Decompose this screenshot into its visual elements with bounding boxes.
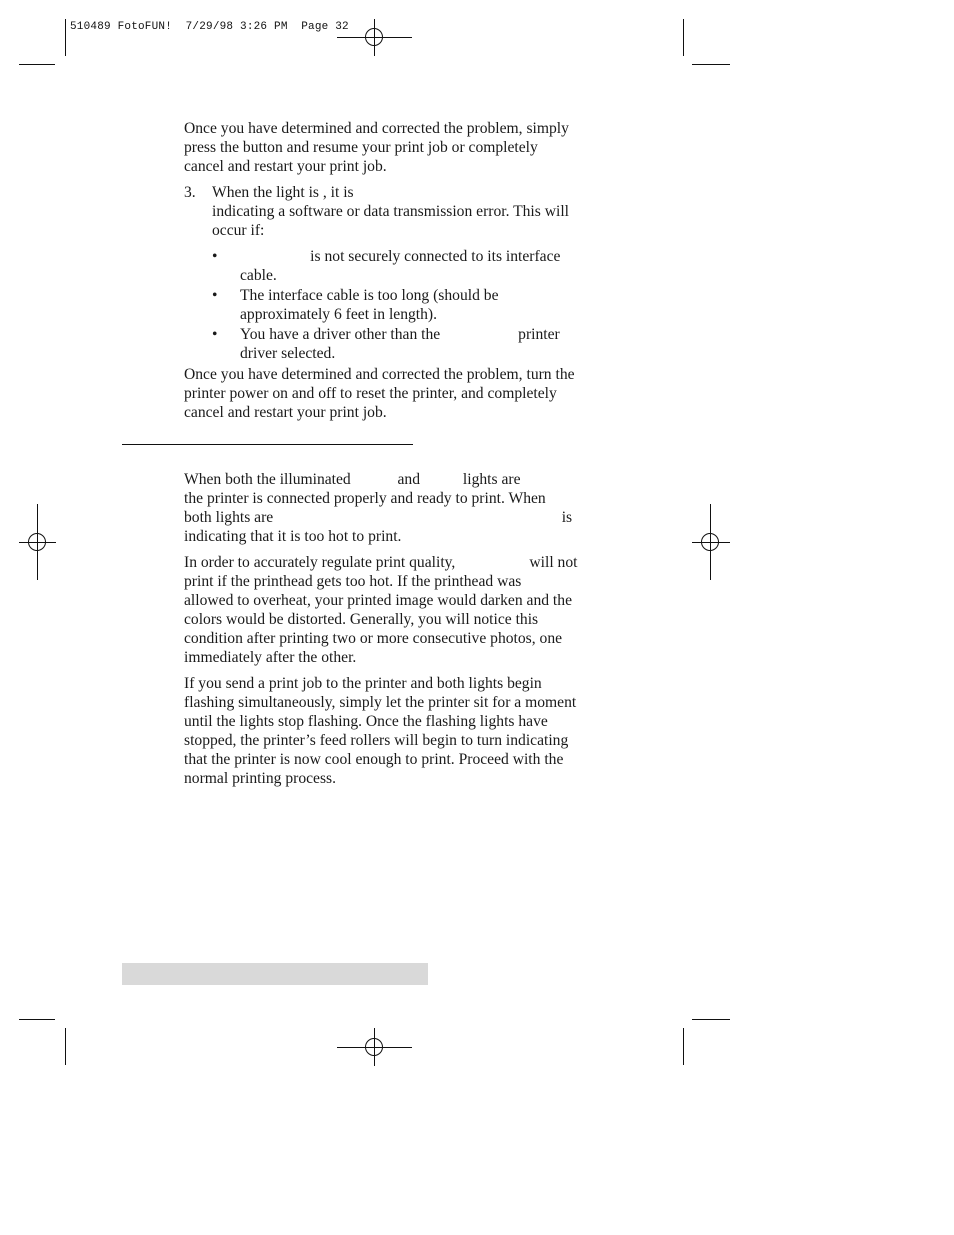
crop-mark-bottom-right-horizontal (692, 1019, 730, 1020)
reg-mark-left-circle (28, 533, 46, 551)
text-line: is not securely connected to its interface (240, 248, 561, 265)
bullet-mark: • (212, 287, 218, 304)
text-line: stopped, the printer’s feed rollers will begin to turn indicating (184, 732, 569, 749)
reg-mark-right-circle (701, 533, 719, 551)
text-line: immediately after the other. (184, 649, 357, 666)
text-line: The interface cable is too long (should be (240, 287, 499, 304)
text-line: indicating that it is too hot to print. (184, 528, 402, 545)
flashing-lights-paragraph (184, 674, 629, 788)
text-line: colors would be distorted. Generally, you will notice this (184, 611, 539, 628)
text-line: If you send a print job to the printer and both lights begin (184, 675, 542, 692)
text-line: until the lights stop flashing. Once the flashing lights have (184, 713, 548, 730)
text-line: cancel and restart your print job. (184, 404, 387, 421)
print-quality-paragraph (184, 553, 629, 667)
text-line: cancel and restart your print job. (184, 158, 387, 175)
text-line: When the light is , it is (212, 184, 354, 201)
bullet-mark: • (212, 326, 218, 343)
text-line: Once you have determined and corrected the problem, turn the (184, 366, 575, 383)
text-line: cable. (240, 267, 277, 284)
text-line: indicating a software or data transmission error. This will (212, 203, 569, 220)
after-list-paragraph (184, 365, 629, 422)
print-slug: 510489 FotoFUN! 7/29/98 3:26 PM Page 32 (70, 21, 349, 33)
footer-gray-bar (122, 963, 428, 985)
text-line: normal printing process. (184, 770, 337, 787)
text-line: occur if: (212, 222, 265, 239)
section-divider (122, 444, 413, 445)
reg-mark-bottom-circle (365, 1038, 383, 1056)
text-line: condition after printing two or more consecutive photos, one (184, 630, 563, 647)
lights-paragraph (184, 470, 629, 546)
crop-mark-top-right-horizontal (692, 64, 730, 65)
text-line: print if the printhead gets too hot. If the printhead was (184, 573, 522, 590)
item-number: 3. (184, 184, 196, 201)
list-item (212, 325, 629, 363)
text-line: both lights are is (184, 509, 573, 526)
troubleshooting-content (184, 119, 629, 429)
reg-mark-top-circle (365, 28, 383, 46)
text-line: In order to accurately regulate print quality, will not (184, 554, 578, 571)
crop-mark-bottom-left-vertical (65, 1028, 66, 1065)
text-line: Once you have determined and corrected the problem, simply (184, 120, 569, 137)
list-item (212, 286, 629, 324)
text-line: press the button and resume your print job or completely (184, 139, 538, 156)
crop-mark-top-right-vertical (683, 19, 684, 56)
bullet-mark: • (212, 248, 218, 265)
intro-paragraph (184, 119, 629, 176)
crop-mark-top-left-horizontal (19, 64, 55, 65)
text-line: that the printer is now cool enough to print. Proceed with the (184, 751, 564, 768)
crop-mark-bottom-left-horizontal (19, 1019, 55, 1020)
text-line: driver selected. (240, 345, 336, 362)
text-line: When both the illuminated and lights are (184, 471, 521, 488)
crop-mark-top-left-vertical (65, 19, 66, 56)
text-line: You have a driver other than the printer (240, 326, 560, 343)
crop-mark-bottom-right-vertical (683, 1028, 684, 1065)
text-line: approximately 6 feet in length). (240, 306, 438, 323)
text-line: allowed to overheat, your printed image would darken and the (184, 592, 572, 609)
cause-list (212, 247, 629, 363)
overheat-section (184, 470, 629, 795)
list-item (212, 247, 629, 285)
text-line: flashing simultaneously, simply let the printer sit for a moment (184, 694, 577, 711)
numbered-item-3 (184, 183, 629, 240)
text-line: the printer is connected properly and ready to print. When (184, 490, 546, 507)
text-line: printer power on and off to reset the printer, and completely (184, 385, 557, 402)
